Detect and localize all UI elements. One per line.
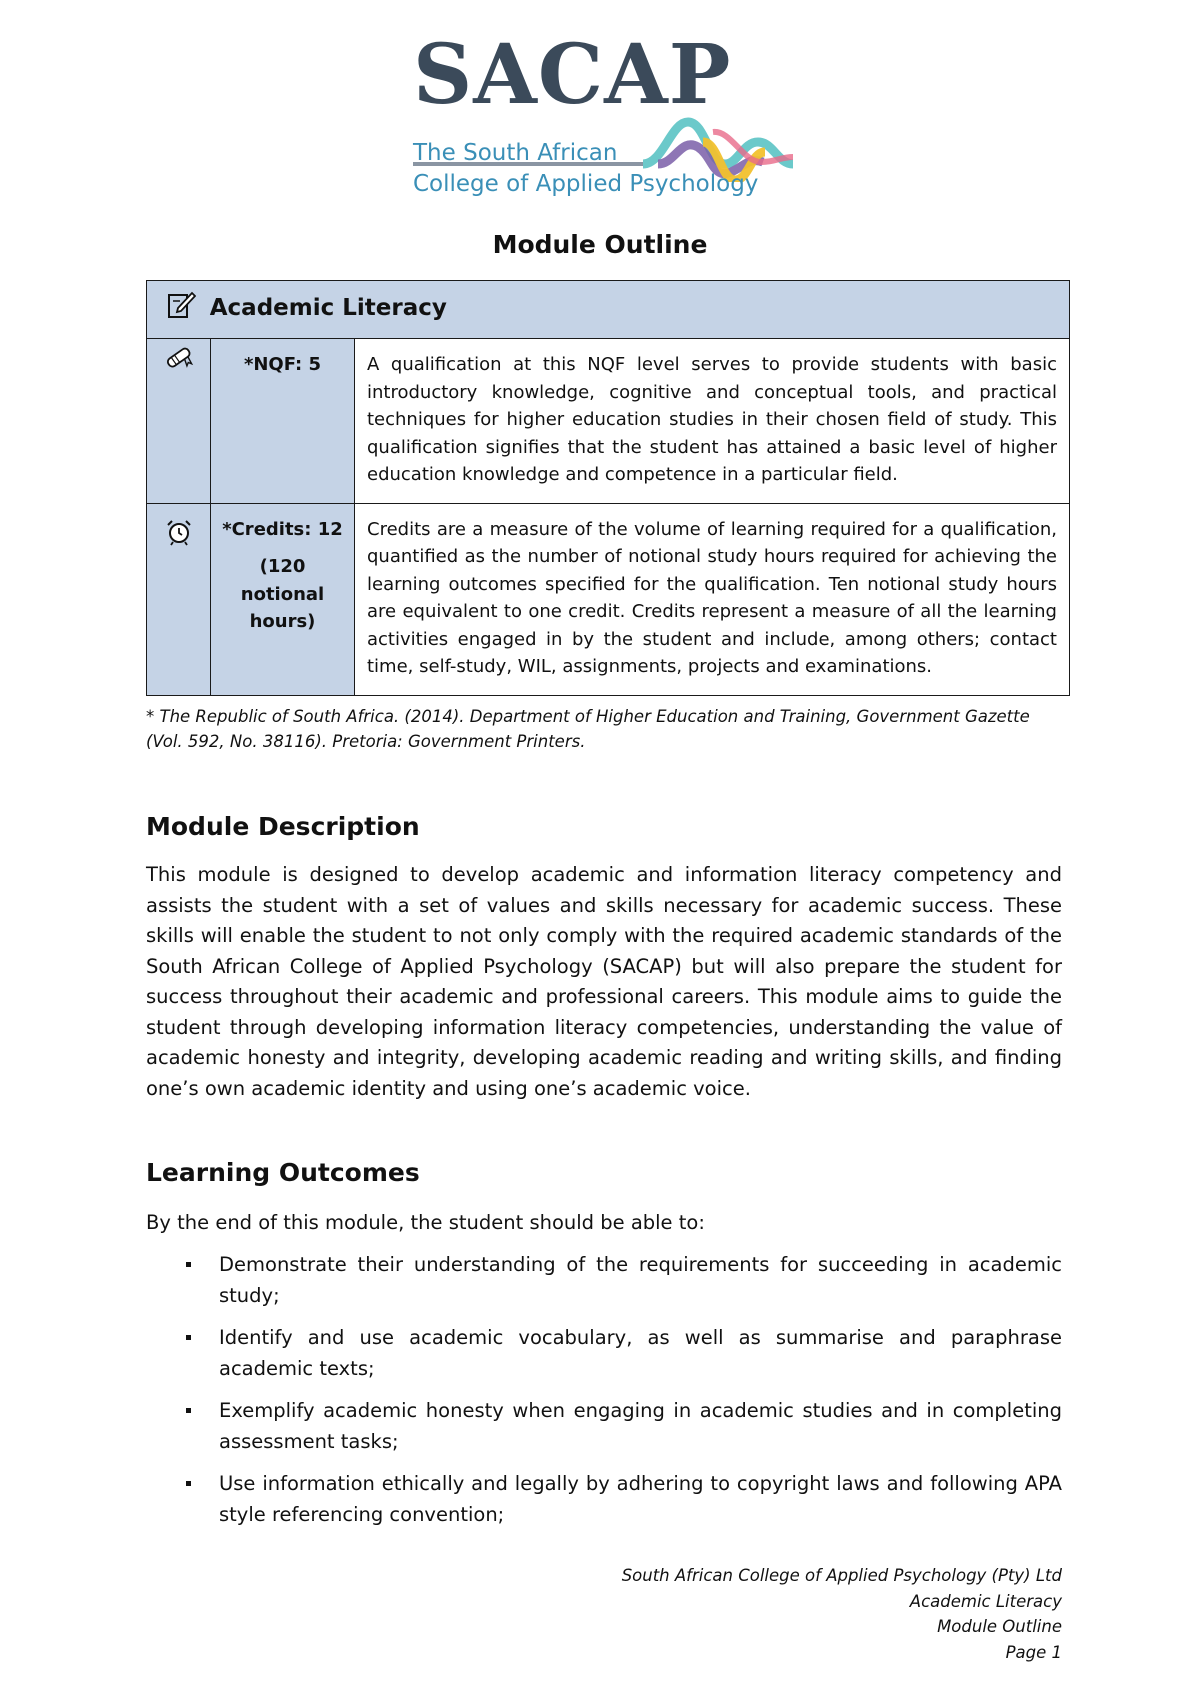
list-item	[146, 1323, 1062, 1384]
nqf-label-cell	[211, 339, 355, 504]
citation-footnote: * The Republic of South Africa. (2014). Department of Higher Education and Training, Government Gazette (Vol. 592, No. 38116). Pretoria: Government Printers.	[146, 707, 1030, 751]
diploma-icon	[163, 357, 195, 378]
logo-subtitle-line2: College of Applied Psychology	[413, 171, 759, 197]
list-item	[146, 1396, 1062, 1457]
page-title: Module Outline	[492, 230, 708, 259]
learning-outcomes-heading: Learning Outcomes	[146, 1158, 420, 1187]
logo-subtitle-line1: The South African	[413, 140, 618, 166]
logo-wordmark: SACAP	[413, 27, 732, 123]
module-description-text: This module is designed to develop academic and information literacy competency and assists the student with a set of values and skills necessary for academic success. These skills will enable the student to not only comply with the required academic standards of the South African College of Applied Psychology (SACAP) but will also prepare the student for success throughout their academic and professional careers. This module aims to guide the student through developing information literacy competencies, understanding the value of academic honesty and integrity, developing academic reading and writing skills, and finding one’s own academic identity and using one’s academic voice.	[146, 863, 1062, 1100]
nqf-icon-cell	[147, 339, 211, 504]
outcome-text: Demonstrate their understanding of the requirements for succeeding in academic study;	[219, 1253, 1062, 1307]
footer-page-number: Page 1	[1005, 1642, 1062, 1662]
module-name: Academic Literacy	[209, 294, 447, 321]
learning-outcomes-intro: By the end of this module, the student should be able to:	[146, 1211, 705, 1234]
nqf-description: A qualification at this NQF level serves to provide students with basic introductory knowledge, cognitive and conceptual tools, and practical techniques for higher education studies in their chosen field of study. This qualification signifies that the student has attained a basic level of higher education knowledge and competence in a particular field.	[355, 339, 1070, 504]
list-item	[146, 1250, 1062, 1311]
sacap-logo	[413, 27, 793, 202]
nqf-row	[147, 339, 1070, 504]
module-info-table	[146, 280, 1070, 696]
bullet-icon	[186, 1481, 191, 1486]
footer-company: South African College of Applied Psychology (Pty) Ltd	[621, 1566, 1062, 1585]
bullet-icon	[186, 1408, 191, 1413]
edit-note-icon	[166, 290, 196, 329]
outcome-text: Use information ethically and legally by adhering to copyright laws and following APA style referencing convention;	[219, 1472, 1062, 1526]
credits-label: *Credits: 12	[222, 518, 343, 540]
credits-label-cell	[211, 503, 355, 695]
footer-module: Academic Literacy	[909, 1591, 1062, 1611]
module-header-row	[147, 281, 1070, 339]
page-footer	[622, 1563, 1062, 1665]
credits-description: Credits are a measure of the volume of learning required for a qualification, quantified as the number of notional study hours required for achieving the learning outcomes specified for the qualification. Ten notional study hours are equivalent to one credit. Credits represent a measure of all the learning activities engaged in by the student and include, among others; contact time, self-study, WIL, assignments, projects and examinations.	[355, 503, 1070, 695]
module-description-heading: Module Description	[146, 812, 420, 841]
outcome-text: Exemplify academic honesty when engaging in academic studies and in completing assessment tasks;	[219, 1399, 1062, 1453]
credits-icon-cell	[147, 503, 211, 695]
outcome-text: Identify and use academic vocabulary, as well as summarise and paraphrase academic texts;	[219, 1326, 1062, 1380]
bullet-icon	[186, 1262, 191, 1267]
module-header-cell	[147, 281, 1070, 339]
learning-outcomes-list	[146, 1250, 1062, 1542]
bullet-icon	[186, 1335, 191, 1340]
nqf-label: *NQF: 5	[243, 354, 322, 375]
credits-row	[147, 503, 1070, 695]
footer-doc-type: Module Outline	[937, 1617, 1062, 1636]
credits-notional-hours: (120 notional hours)	[240, 556, 325, 632]
list-item	[146, 1469, 1062, 1530]
alarm-clock-icon	[165, 530, 193, 551]
